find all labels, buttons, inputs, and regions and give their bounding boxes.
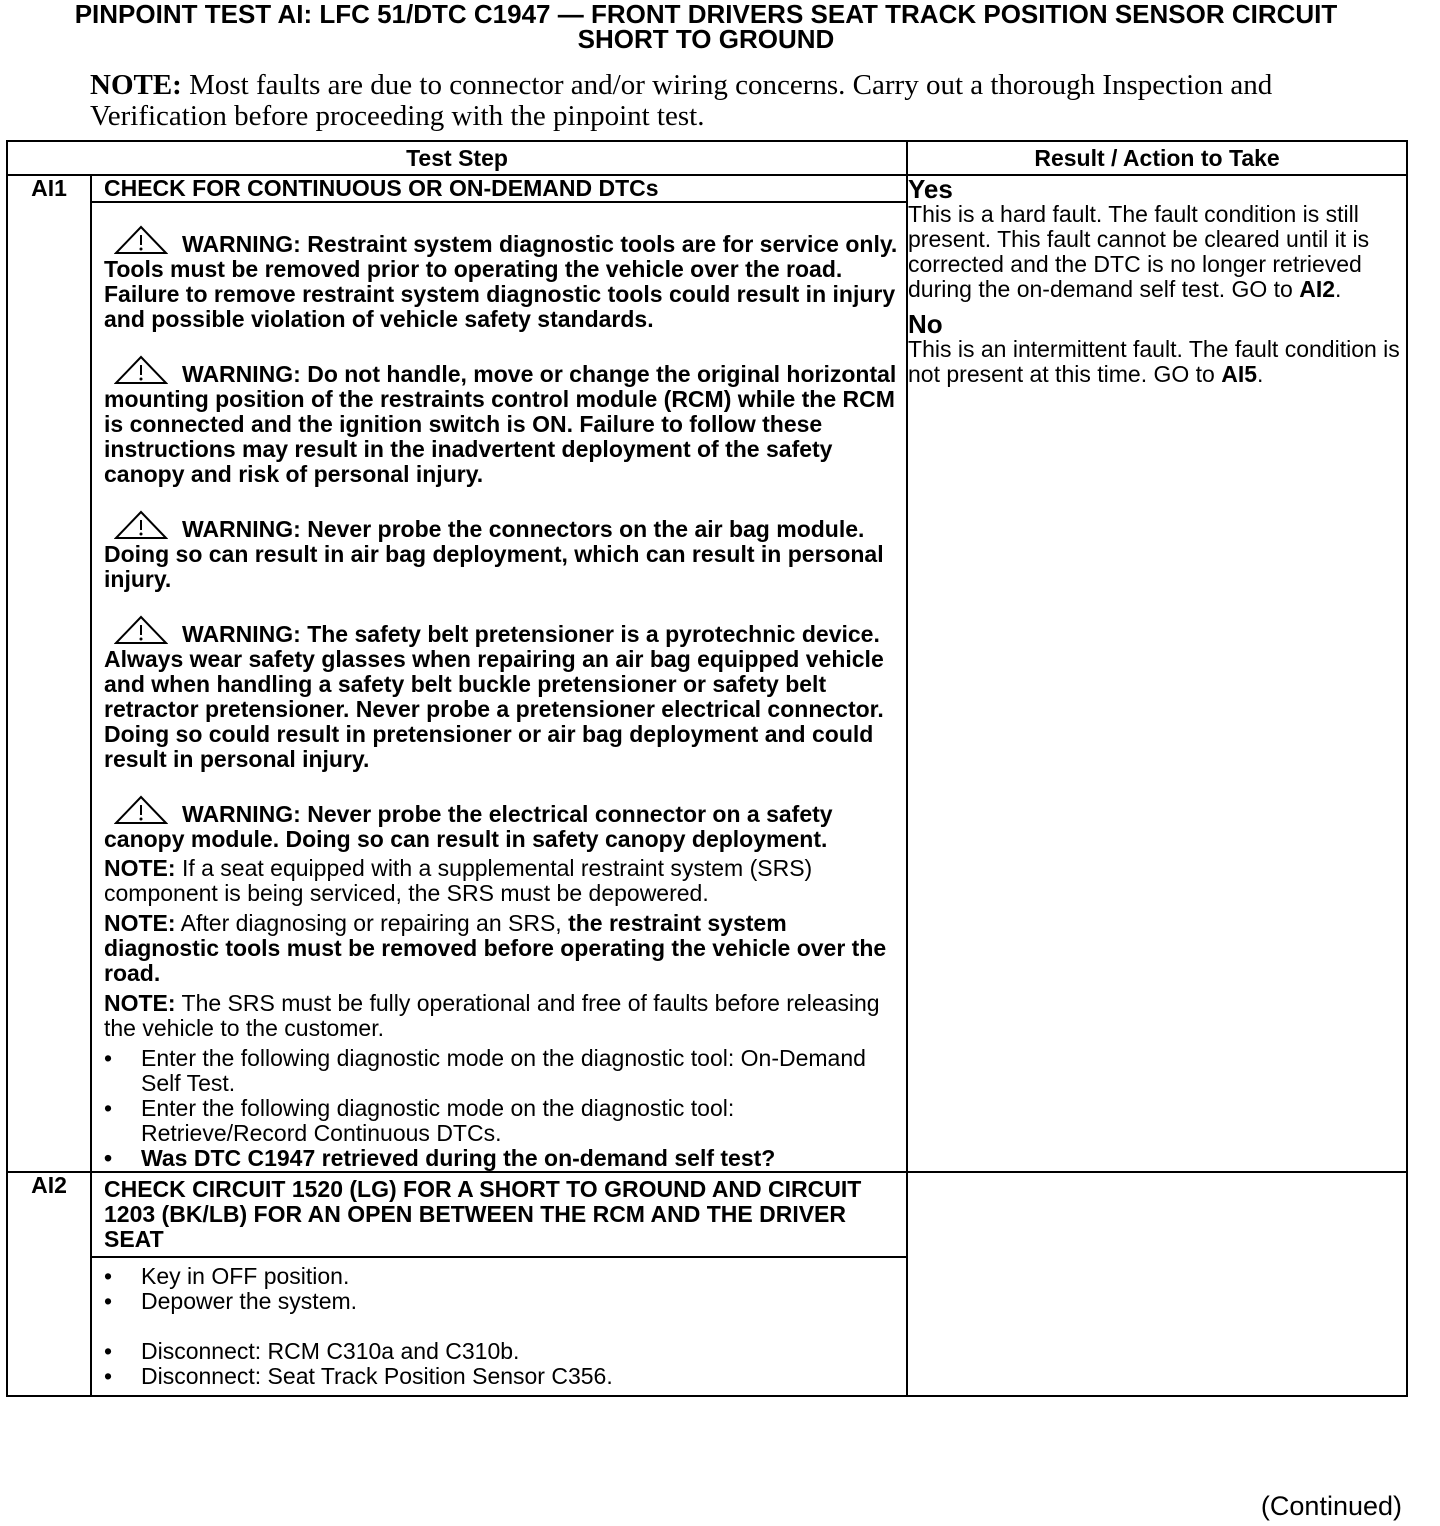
table-header-row [7,141,1407,175]
step-ai2-bullets-b [104,1339,906,1389]
warning-2-text: WARNING: Do not handle, move or change the original horizontal mounting position of the restraints control module (RCM) while the RCM is connected and the ignition switch is ON. Failure to follow these instructions may result in the inadvertent deployment of the safety canopy and risk of personal injury. [104,361,897,487]
note-remove-tools-bold: the restraint system diagnostic tools must be removed before operating the vehicle over the road. [104,910,887,986]
step-ai1-question: • Was DTC C1947 retrieved during the on-demand self test? [104,1146,906,1171]
warning-3 [104,510,906,592]
list-item: • Depower the system. [104,1289,906,1314]
note-depower [104,856,906,906]
step-id-ai1-text: AI1 [31,175,67,201]
step-body-ai1 [91,202,907,1172]
pinpoint-table [6,140,1408,1397]
note-depower-label: NOTE: [104,855,176,881]
step-ai2-heading-row [7,1172,1407,1257]
warning-5 [104,795,906,852]
header-test-step: Test Step [7,141,907,175]
intro-note-text: Most faults are due to connector and/or wiring concerns. Carry out a thorough Inspection and Verification before proceeding with the pinpoint test. [90,69,1273,132]
note-operational-text: The SRS must be fully operational and free of faults before releasing the vehicle to the customer. [104,990,880,1041]
warning-triangle-icon [114,225,168,255]
note-depower-text: If a seat equipped with a supplemental restraint system (SRS) component is being serviced, the SRS must be depowered. [104,855,813,906]
step-ai1-heading-row [7,175,1407,202]
list-item: • Enter the following diagnostic mode on the diagnostic tool: Retrieve/Record Continuous DTCs. [104,1096,906,1146]
warning-3-text: WARNING: Never probe the connectors on the air bag module. Doing so can result in air bag deployment, which can result in personal injury. [104,516,884,592]
result-ai2 [907,1172,1407,1396]
warning-triangle-icon [114,615,168,645]
step-heading-ai2: CHECK CIRCUIT 1520 (LG) FOR A SHORT TO GROUND AND CIRCUIT 1203 (BK/LB) FOR AN OPEN BETWEEN THE RCM AND THE DRIVER SEAT [91,1172,907,1257]
note-operational [104,991,906,1041]
warning-1-text: WARNING: Restraint system diagnostic tools are for service only. Tools must be removed prior to operating the vehicle over the road. Failure to remove restraint system diagnostic tools could result in injury and possible violation of vehicle safety standards. [104,231,898,332]
result-no-text [908,337,1406,387]
step-ai2-bullets-a [104,1264,906,1314]
note-remove-tools-label: NOTE: [104,910,176,936]
step-ai1-bullets [104,1046,906,1171]
page-title [0,2,1412,52]
list-item: • Disconnect: RCM C310a and C310b. [104,1339,906,1364]
warning-2 [104,355,906,487]
list-item: • Disconnect: Seat Track Position Sensor C356. [104,1364,906,1389]
result-yes-end: . [1335,276,1342,302]
title-line-1: PINPOINT TEST AI: LFC 51/DTC C1947 — FRONT DRIVERS SEAT TRACK POSITION SENSOR CIRCUIT [74,0,1338,29]
result-yes-label: Yes [908,174,953,204]
warning-triangle-icon [114,355,168,385]
list-item: • Enter the following diagnostic mode on the diagnostic tool: On-Demand Self Test. [104,1046,906,1096]
step-body-ai2 [91,1257,907,1396]
continued-label: (Continued) [1260,1491,1402,1521]
intro-note [90,70,1390,132]
spacer [104,1314,906,1339]
header-result-action: Result / Action to Take [907,141,1407,175]
intro-note-label: NOTE: [90,69,182,101]
step-heading-ai1: CHECK FOR CONTINUOUS OR ON-DEMAND DTCs [91,175,907,202]
note-remove-tools [104,911,906,986]
result-yes-text [908,202,1406,302]
warning-1 [104,225,906,332]
result-yes-body: This is a hard fault. The fault condition is still present. This fault cannot be cleared until it is corrected and the DTC is no longer retrieved during the on-demand self test. GO to [908,201,1370,302]
warning-4 [104,615,906,772]
note-remove-tools-text: After diagnosing or repairing an SRS, [175,910,569,936]
warning-triangle-icon [114,510,168,540]
result-ai1 [907,175,1407,1172]
result-yes-goto: AI2 [1299,276,1336,302]
note-operational-label: NOTE: [104,990,176,1016]
result-no-end: . [1257,361,1264,387]
list-item: • Key in OFF position. [104,1264,906,1289]
result-no-body: This is an intermittent fault. The fault condition is not present at this time. GO to [908,336,1400,387]
warning-triangle-icon [114,795,168,825]
step-id-ai1 [7,175,91,1172]
title-line-2: SHORT TO GROUND [577,24,835,54]
warning-4-text: WARNING: The safety belt pretensioner is a pyrotechnic device. Always wear safety glasses when repairing an air bag equipped vehicle and when handling a safety belt buckle pretensioner or safety belt retractor pretensioner. Never probe a pretensioner electrical connector. Doing so could result in pretensioner or air bag deployment and could result in personal injury. [104,621,884,772]
result-no-label: No [908,309,943,339]
result-no-goto: AI5 [1221,361,1258,387]
step-id-ai2: AI2 [7,1172,91,1396]
warning-5-text: WARNING: Never probe the electrical connector on a safety canopy module. Doing so can result in safety canopy deployment. [104,801,833,852]
